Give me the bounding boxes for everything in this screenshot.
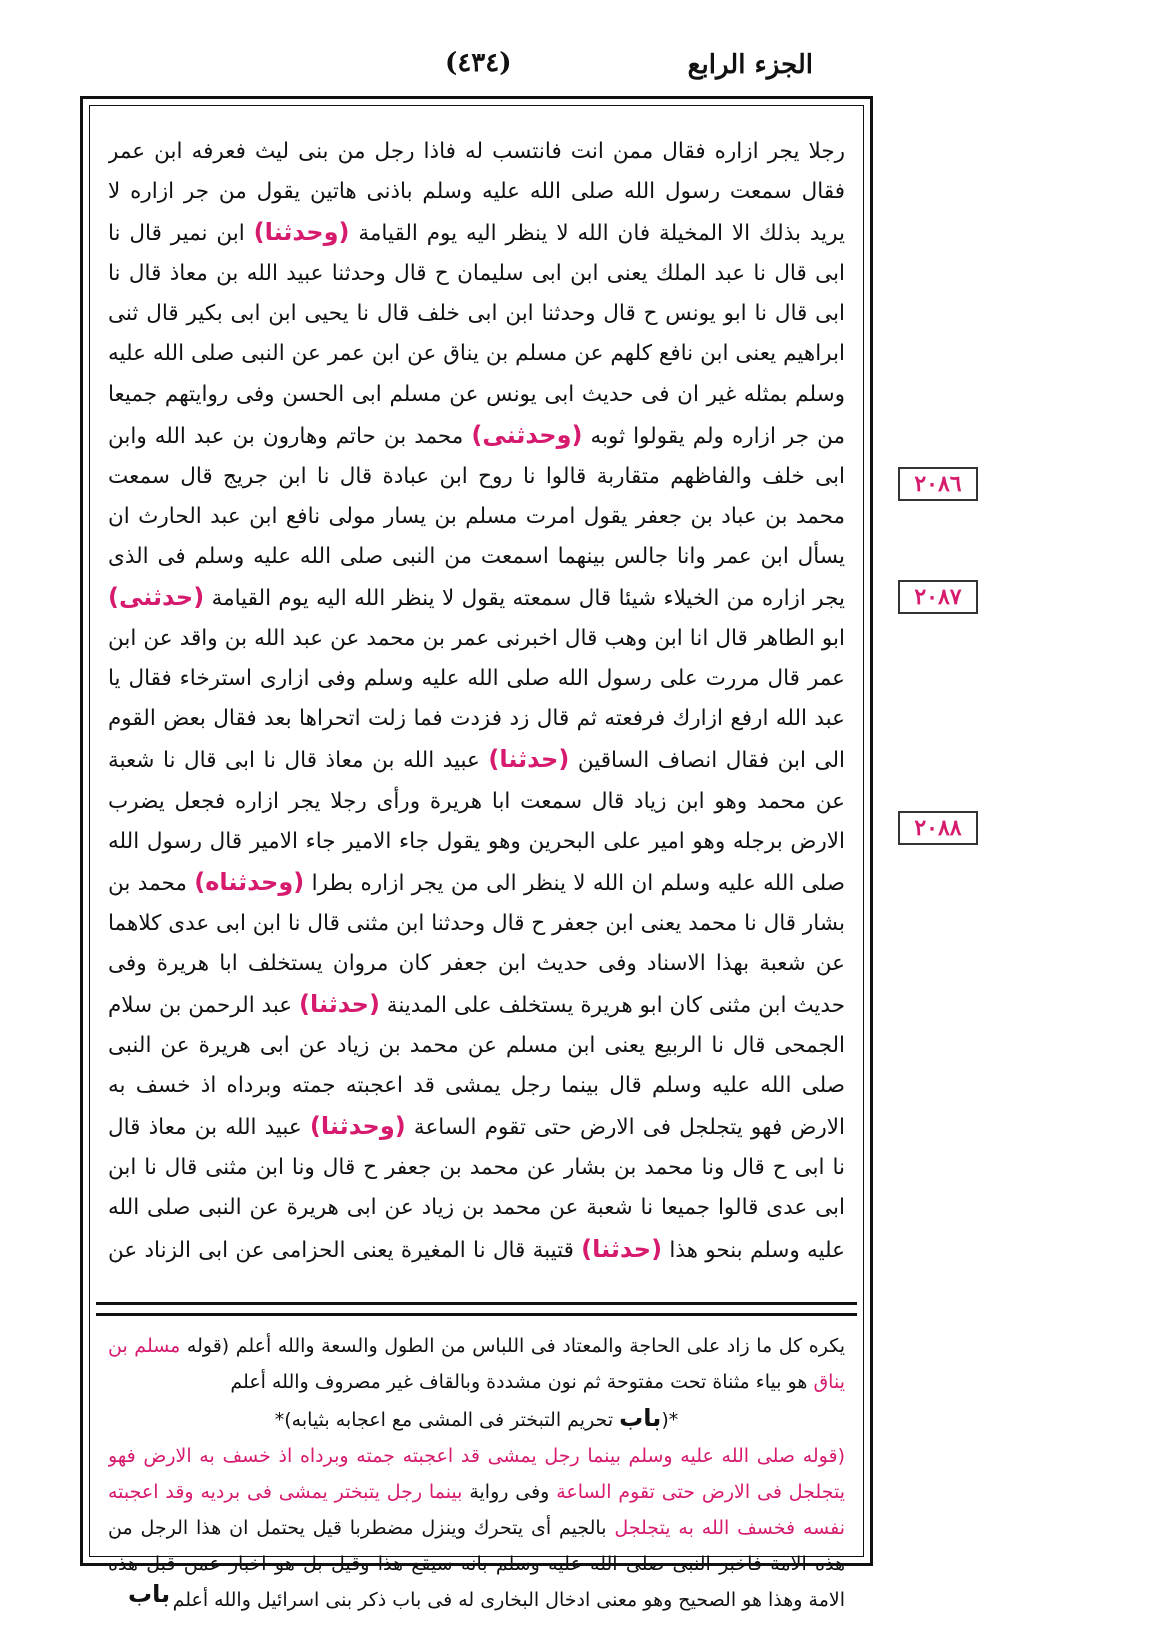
main-hadith-text bbox=[108, 132, 845, 1268]
note-text: وفى رواية bbox=[469, 1481, 550, 1503]
page-frame bbox=[80, 96, 873, 1611]
note-quote: (قوله صلى الله عليه وسلم بينما رجل يمشى قد اعجبته جمته وبرداه اذ خسف به الارض فهو يتجلجل فى الارض حتى تقوم الساعة bbox=[108, 1445, 845, 1503]
page-header-part: الجزء الرابع bbox=[687, 50, 813, 80]
commentary-notes bbox=[108, 1328, 845, 1628]
hadith-number-2088: ٢٠٨٨ bbox=[898, 811, 978, 845]
text-segment: قتيبة قال نا المغيرة يعنى الحزامى عن ابى الزناد عن bbox=[108, 1237, 574, 1263]
notes-paragraph bbox=[108, 1438, 845, 1618]
chapter-title: تحريم التبختر فى المشى مع اعجابه بثيابه)* bbox=[274, 1409, 614, 1431]
frame-inner-border bbox=[89, 105, 864, 1611]
hadith-number-2087: ٢٠٨٧ bbox=[898, 580, 978, 614]
text-segment: عبيد الله بن معاذ قال نا ابى ح قال ونا محمد بن بشار عن محمد بن جعفر ح قال ونا ابن مثنى قال نا ابن ابى عدى قالوا جميعا نا شعبة عن محمد بن زياد عن ابى هريرة عن النبى صلى الله عليه وسلم بنحو هذا bbox=[108, 1115, 845, 1263]
footer-catchword: باب bbox=[128, 1580, 171, 1608]
notes-paragraph bbox=[108, 1328, 845, 1400]
text-segment: عبد الرحمن بن سلام الجمحى قال نا الربيع يعنى ابن مسلم عن محمد بن زياد عن ابى هريرة عن النبى صلى الله عليه وسلم قال بينما رجل يمشى قد اعجبته جمته وبرداه اذ خسف به الارض فهو يتجلجل فى الارض حتى تقوم الساعة bbox=[108, 992, 845, 1141]
narration-keyword: (حدثنى) bbox=[108, 583, 205, 612]
note-text: هو بياء مثناة تحت مفتوحة ثم نون مشددة وبالقاف غير مصروف والله أعلم bbox=[230, 1371, 808, 1393]
page-number: (٤٣٤) bbox=[445, 48, 512, 78]
note-quote: بينما رجل يتبختر يمشى فى برديه وقد اعجبته نفسه فخسف الله به يتجلجل bbox=[108, 1481, 845, 1539]
narration-keyword: (وحدثنا) bbox=[309, 1112, 406, 1141]
chapter-word: باب bbox=[619, 1404, 662, 1432]
chapter-heading bbox=[108, 1400, 845, 1438]
text-segment: محمد بن بشار قال نا محمد يعنى ابن جعفر ح قال وحدثنا ابن مثنى قال نا ابن ابى عدى كلاهما عن شعبة بهذا الاسناد وفى حديث ابن جعفر كان مروان يستخلف ابا هريرة وفى حديث ابن مثنى كان ابو هريرة يستخلف على المدينة bbox=[108, 870, 845, 1018]
text-segment: عبيد الله بن معاذ قال نا ابى قال نا شعبة عن محمد وهو ابن زياد قال سمعت ابا هريرة ورأى رجلا يجر ازاره فجعل يضرب الارض برجله وهو امير على البحرين وهو يقول جاء الامير جاء الامير قال رسول الله صلى الله عليه وسلم ان الله لا ينظر الى من يجر ازاره بطرا bbox=[108, 748, 845, 896]
narration-keyword: (وحدثناه) bbox=[194, 867, 305, 896]
narration-keyword: (حدثنا) bbox=[299, 989, 380, 1018]
hadith-number-2086: ٢٠٨٦ bbox=[898, 467, 978, 501]
chapter-heading-open: *( bbox=[661, 1409, 679, 1431]
narration-keyword: (حدثنا) bbox=[488, 745, 570, 774]
commentary-separator bbox=[96, 1302, 857, 1316]
narration-keyword: (وحدثنى) bbox=[471, 420, 583, 449]
text-segment: رجلا يجر ازاره فقال ممن انت فانتسب له فاذا رجل من بنى ليث فعرفه ابن عمر فقال سمعت رسول الله صلى الله عليه وسلم باذنى هاتين يقول من جر ازاره لا يريد بذلك الا المخيلة فان الله لا ينظر اليه يوم القيامة bbox=[108, 139, 845, 247]
narration-keyword: (حدثنا) bbox=[581, 1234, 663, 1263]
note-text: بالجيم أى يتحرك وينزل مضطربا قيل يحتمل ان هذا الرجل من هذه الامة فاخبر النبى صلى الله عليه وسلم بانه سيقع هذا وقيل بل هو اخبار عمن قبل هذه الامة وهذا هو الصحيح وهو معنى ادخال البخارى له فى باب ذكر بنى اسرائيل والله أعلم bbox=[108, 1517, 845, 1611]
narration-keyword: (وحدثنا) bbox=[253, 218, 350, 247]
note-quote-name: مسلم بن يناق bbox=[108, 1335, 845, 1393]
text-segment: ابن نمير قال نا ابى قال نا عبد الملك يعنى ابن ابى سليمان ح قال وحدثنا عبيد الله بن معاذ قال نا ابى قال نا ابو يونس ح قال وحدثنا ابن ابى خلف قال نا يحيى ابن ابى بكير قال ثنى ابراهيم يعنى ابن نافع كلهم عن مسلم بن يناق عن ابن عمر عن النبى صلى الله عليه وسلم بمثله غير ان فى حديث ابى يونس عن مسلم ابى الحسن وفى روايتهم جميعا من جر ازاره ولم يقولوا ثوبه bbox=[108, 221, 845, 449]
text-segment: محمد بن حاتم وهارون بن عبد الله وابن ابى خلف والفاظهم متقاربة قالوا نا روح ابن عبادة قال نا ابن جريج قال سمعت محمد بن عباد بن جعفر يقول امرت مسلم بن يسار مولى نافع ابن عبد الحارث ان يسأل ابن عمر وانا جالس بينهما اسمعت من النبى صلى الله عليه وسلم فى الذى يجر ازاره من الخيلاء شيئا قال سمعته يقول لا ينظر الله اليه يوم القيامة bbox=[108, 423, 845, 612]
note-text: يكره كل ما زاد على الحاجة والمعتاد فى اللباس من الطول والسعة والله أعلم bbox=[235, 1335, 845, 1357]
text-segment: ابو الطاهر قال انا ابن وهب قال اخبرنى عمر بن محمد عن عبد الله بن واقد عن ابن عمر قال مررت على رسول الله صلى الله عليه وسلم وفى ازارى استرخاء فقال يا عبد الله ارفع ازارك فرفعته ثم قال زد فزدت فما زلت اتحراها بعد فقال بعض القوم الى ابن فقال انصاف الساقين bbox=[108, 626, 845, 774]
note-quote-label: (قوله bbox=[186, 1335, 230, 1357]
main-paragraph bbox=[108, 132, 845, 1268]
